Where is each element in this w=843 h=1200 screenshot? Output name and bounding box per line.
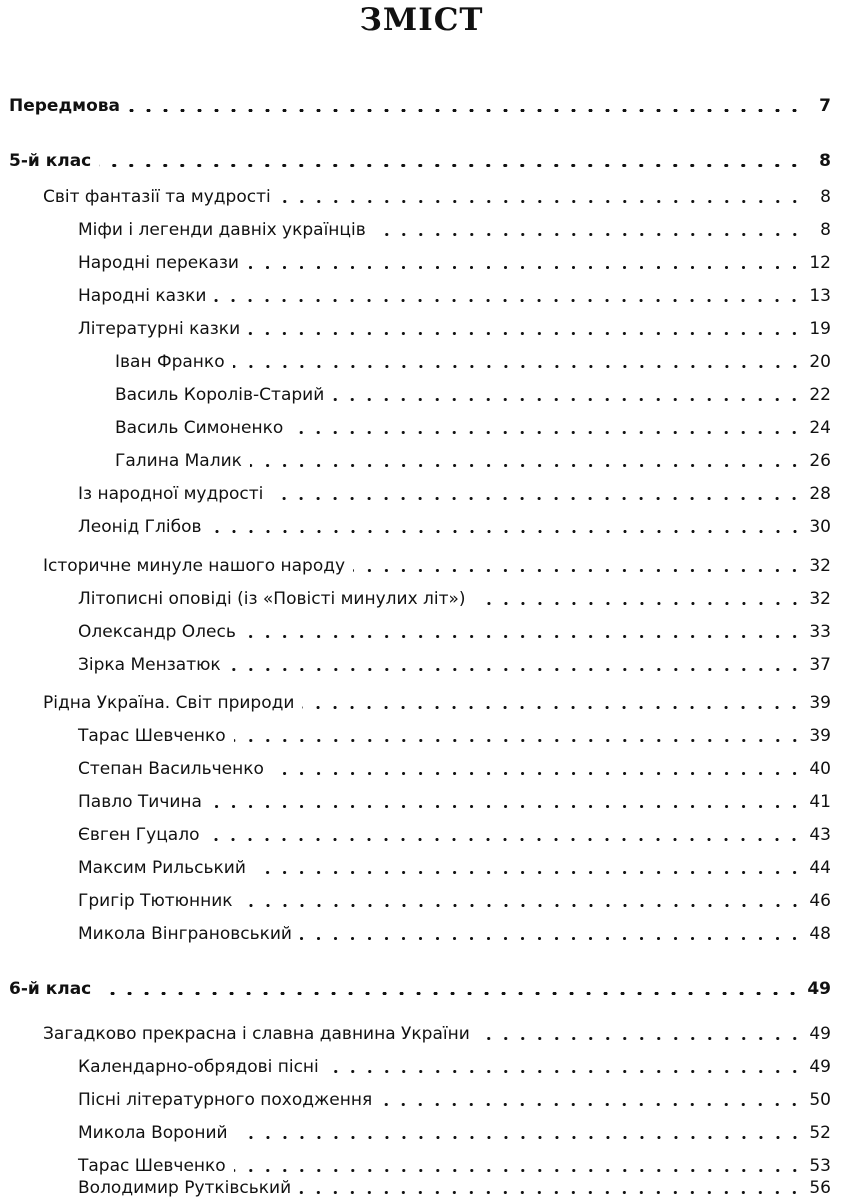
- toc-entry-label: Із народної мудрості: [78, 484, 264, 504]
- toc-page-number: 48: [809, 924, 831, 944]
- toc-entry-label: Галина Малик: [115, 451, 242, 471]
- dot-leader: [203, 825, 803, 845]
- toc-entry-label: Пісні літературного походження: [78, 1090, 373, 1110]
- dot-leader: [210, 286, 803, 306]
- dot-leader: [267, 484, 803, 504]
- toc-entry[interactable]: [78, 749, 831, 779]
- toc-entry[interactable]: [78, 848, 831, 878]
- toc-entry-section[interactable]: [43, 1014, 831, 1044]
- toc-entry[interactable]: [78, 1113, 831, 1143]
- toc-entry-grade-6[interactable]: [9, 969, 831, 999]
- toc-entry-label: Степан Васильченко: [78, 759, 264, 779]
- toc-entry[interactable]: [115, 342, 831, 372]
- toc-page-number: 40: [809, 759, 831, 779]
- toc-entry-section[interactable]: [43, 683, 831, 713]
- dot-leader: [240, 622, 803, 642]
- dot-leader: [95, 979, 801, 999]
- toc-page-number: 32: [809, 556, 831, 576]
- dot-leader: [232, 1123, 803, 1143]
- toc-entry-label: Загадково прекрасна і славна давнина України: [43, 1024, 470, 1044]
- toc-entry[interactable]: [78, 1080, 831, 1110]
- toc-page-number: 13: [809, 286, 831, 306]
- toc-page-number: 53: [809, 1156, 831, 1176]
- toc-entry[interactable]: [78, 210, 831, 240]
- dot-leader: [230, 726, 803, 746]
- toc-entry-label: Народні перекази: [78, 253, 239, 273]
- toc-entry-preface[interactable]: [9, 86, 831, 116]
- dot-leader: [206, 517, 804, 537]
- toc-page-number: 32: [809, 589, 831, 609]
- toc-entry-label: 5-й клас: [9, 151, 92, 171]
- toc-page-number: 37: [809, 655, 831, 675]
- toc-entry-label: Тарас Шевченко: [78, 1156, 226, 1176]
- toc-page-number: 24: [809, 418, 831, 438]
- dot-leader: [229, 352, 803, 372]
- toc-entry-label: Тарас Шевченко: [78, 726, 226, 746]
- dot-leader: [246, 451, 803, 471]
- toc-page-number: 8: [820, 220, 831, 240]
- toc-page-number: 56: [809, 1178, 831, 1198]
- toc-entry[interactable]: [78, 1168, 831, 1198]
- dot-leader: [250, 858, 803, 878]
- toc-entry-label: Євген Гуцало: [78, 825, 200, 845]
- toc-page-number: 28: [809, 484, 831, 504]
- page-title: ЗМІСТ: [359, 2, 484, 38]
- dot-leader: [243, 253, 803, 273]
- toc-entry[interactable]: [78, 309, 831, 339]
- toc-page-number: 43: [809, 825, 831, 845]
- toc-entry-label: Зірка Мензатюк: [78, 655, 221, 675]
- toc-entry-label: Іван Франко: [115, 352, 225, 372]
- toc-page-number: 26: [809, 451, 831, 471]
- toc-page-number: 49: [807, 979, 831, 999]
- dot-leader: [95, 151, 803, 171]
- dot-leader: [206, 792, 803, 812]
- toc-entry-label: Микола Вінграновський: [78, 924, 292, 944]
- toc-page-number: 39: [809, 726, 831, 746]
- toc-entry-grade-5[interactable]: [9, 141, 831, 171]
- toc-entry[interactable]: [78, 507, 831, 537]
- dot-leader: [268, 759, 803, 779]
- toc-page-number: 19: [809, 319, 831, 339]
- toc-entry-label: 6-й клас: [9, 979, 92, 999]
- toc-entry-label: Олександр Олесь: [78, 622, 236, 642]
- dot-leader: [295, 1178, 803, 1198]
- toc-entry-label: Календарно-обрядові пісні: [78, 1057, 319, 1077]
- toc-entry-label: Міфи і легенди давніх українців: [78, 220, 366, 240]
- toc-entry-label: Народні казки: [78, 286, 207, 306]
- dot-leader: [328, 385, 803, 405]
- toc-entry[interactable]: [78, 645, 831, 675]
- toc-entry[interactable]: [78, 243, 831, 273]
- toc-entry-label: Світ фантазії та мудрості: [43, 187, 271, 207]
- dot-leader: [323, 1057, 803, 1077]
- dot-leader: [296, 924, 803, 944]
- dot-leader: [124, 96, 803, 116]
- dot-leader: [370, 220, 803, 240]
- toc-page-number: 39: [809, 693, 831, 713]
- toc-entry-label: Передмова: [9, 96, 120, 116]
- toc-entry[interactable]: [78, 782, 831, 812]
- toc-page-number: 46: [809, 891, 831, 911]
- toc-entry[interactable]: [115, 408, 831, 438]
- dot-leader: [349, 556, 803, 576]
- toc-page-number: 12: [809, 253, 831, 273]
- dot-leader: [225, 655, 803, 675]
- dot-leader: [244, 319, 803, 339]
- dot-leader: [237, 891, 803, 911]
- toc-page-number: 50: [809, 1090, 831, 1110]
- toc-entry-section[interactable]: [43, 177, 831, 207]
- toc-entry-label: Василь Королів-Старий: [115, 385, 325, 405]
- toc-entry[interactable]: [78, 612, 831, 642]
- toc-page-number: 49: [809, 1057, 831, 1077]
- toc-page-number: 8: [819, 151, 831, 171]
- toc-entry[interactable]: [115, 441, 831, 471]
- toc-entry-label: Історичне минуле нашого народу: [43, 556, 346, 576]
- toc-entry-label: Максим Рильський: [78, 858, 246, 878]
- toc-entry[interactable]: [78, 716, 831, 746]
- toc-entry[interactable]: [78, 815, 831, 845]
- toc-entry-label: Леонід Глібов: [78, 517, 202, 537]
- toc-entry-section[interactable]: [43, 546, 831, 576]
- toc-entry[interactable]: [78, 276, 831, 306]
- toc-page-number: 7: [819, 96, 831, 116]
- toc-page-number: 44: [809, 858, 831, 878]
- toc-entry-label: Микола Вороний: [78, 1123, 228, 1143]
- dot-leader: [470, 589, 803, 609]
- toc-entry[interactable]: [78, 474, 831, 504]
- toc-entry-label: Григір Тютюнник: [78, 891, 233, 911]
- toc-entry-label: Володимир Рутківський: [78, 1178, 292, 1198]
- toc-entry[interactable]: [115, 375, 831, 405]
- toc-entry[interactable]: [78, 881, 831, 911]
- toc-entry-label: Василь Симоненко: [115, 418, 284, 438]
- toc-page-number: 49: [809, 1024, 831, 1044]
- toc-page-number: 30: [809, 517, 831, 537]
- toc-entry[interactable]: [78, 914, 831, 944]
- dot-leader: [376, 1090, 803, 1110]
- toc-page-number: 52: [809, 1123, 831, 1143]
- toc-page-number: 41: [809, 792, 831, 812]
- dot-leader: [275, 187, 803, 207]
- dot-leader: [287, 418, 803, 438]
- toc-entry-label: Літописні оповіді (із «Повісті минулих літ»): [78, 589, 466, 609]
- toc-entry-label: Павло Тичина: [78, 792, 202, 812]
- dot-leader: [474, 1024, 803, 1044]
- toc-entry[interactable]: [78, 1047, 831, 1077]
- toc-page-number: 20: [809, 352, 831, 372]
- toc-page-number: 8: [820, 187, 831, 207]
- toc-entry-label: Літературні казки: [78, 319, 241, 339]
- toc-entry-label: Рідна Україна. Світ природи: [43, 693, 295, 713]
- toc-page-number: 33: [809, 622, 831, 642]
- dot-leader: [298, 693, 803, 713]
- toc-page-number: 22: [809, 385, 831, 405]
- toc-entry[interactable]: [78, 579, 831, 609]
